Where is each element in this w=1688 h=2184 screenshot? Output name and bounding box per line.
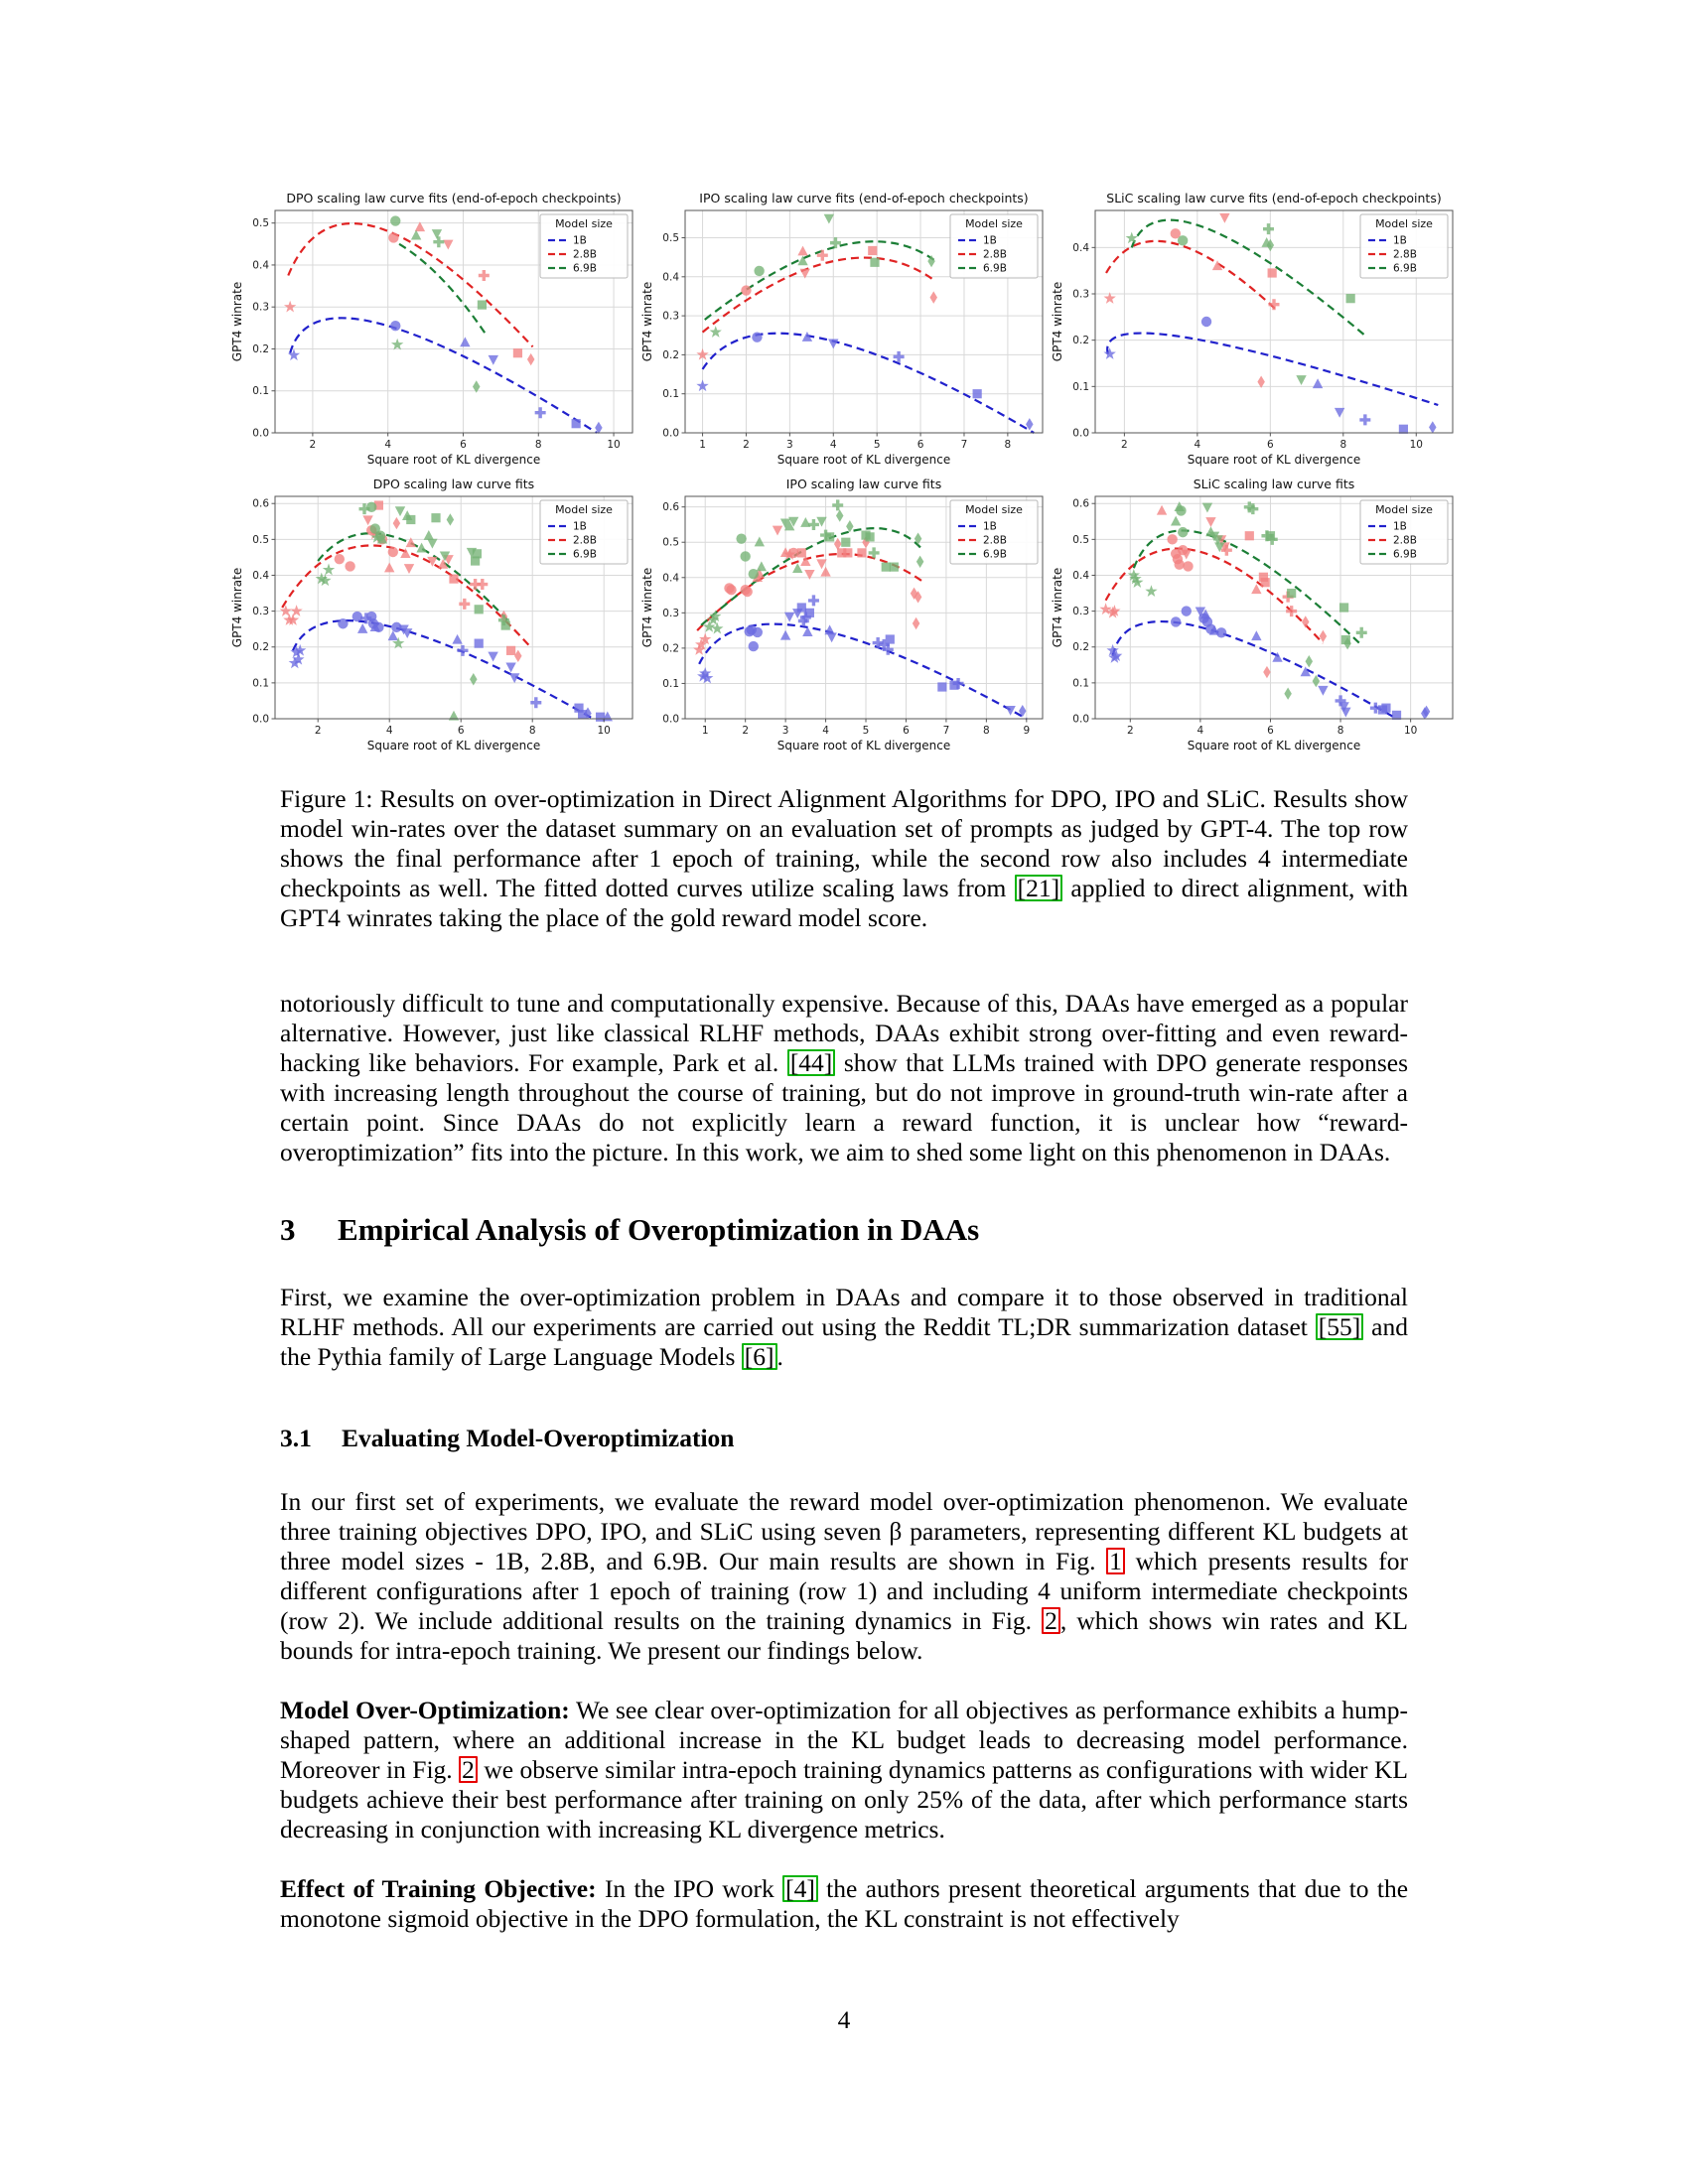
svg-text:8: 8 bbox=[1338, 439, 1346, 451]
svg-text:GPT4 winrate: GPT4 winrate bbox=[639, 281, 654, 362]
svg-text:0.2: 0.2 bbox=[1071, 641, 1089, 654]
subsection-3-1-heading bbox=[280, 1424, 1408, 1453]
svg-text:0.3: 0.3 bbox=[661, 310, 679, 323]
svg-text:0.2: 0.2 bbox=[251, 342, 269, 355]
svg-text:0.4: 0.4 bbox=[251, 569, 269, 582]
citation-ref-link[interactable]: [44] bbox=[787, 1049, 835, 1076]
text-run: Effect of Training Objective: bbox=[280, 1874, 597, 1903]
figure-ref-link[interactable]: 2 bbox=[459, 1756, 478, 1783]
experiments-paragraph bbox=[280, 1487, 1408, 1666]
svg-text:6.9B: 6.9B bbox=[572, 262, 597, 275]
figure-ref-link[interactable]: 2 bbox=[1042, 1607, 1060, 1634]
chart-dpo-all-checkpoints bbox=[229, 477, 639, 762]
svg-text:GPT4 winrate: GPT4 winrate bbox=[1050, 567, 1064, 648]
text-run: Model Over-Optimization: bbox=[280, 1696, 570, 1724]
svg-text:9: 9 bbox=[1022, 725, 1030, 737]
svg-text:4: 4 bbox=[1196, 725, 1203, 737]
figure-ref-link[interactable]: 1 bbox=[1106, 1548, 1125, 1574]
text-run: show that LLMs trained with DPO generate responses with increasing length throughout the course of training, but do not improve in ground-truth win-rate after a certain point. Since DAAs do not explicitly learn a reward function, it is unclear how “reward-overoptimization” fits into the picture. In this work, we aim to shed some light on this phenomenon in DAAs. bbox=[280, 1048, 1408, 1166]
svg-text:1B: 1B bbox=[982, 234, 997, 247]
svg-text:2: 2 bbox=[314, 725, 322, 737]
svg-text:2: 2 bbox=[309, 439, 316, 451]
citation-ref-link[interactable]: [55] bbox=[1316, 1313, 1363, 1340]
chart-slic-end-of-epoch bbox=[1050, 191, 1460, 477]
svg-text:2: 2 bbox=[1120, 439, 1128, 451]
svg-text:SLiC scaling law curve fits (e: SLiC scaling law curve fits (end-of-epoch checkpoints) bbox=[1105, 191, 1442, 205]
svg-text:0.1: 0.1 bbox=[661, 388, 679, 401]
svg-text:0.4: 0.4 bbox=[251, 259, 269, 272]
svg-text:2.8B: 2.8B bbox=[982, 248, 1007, 261]
svg-text:6.9B: 6.9B bbox=[1392, 262, 1417, 275]
svg-text:7: 7 bbox=[960, 439, 967, 451]
chart-ipo-end-of-epoch bbox=[639, 191, 1050, 477]
svg-text:6.9B: 6.9B bbox=[1392, 548, 1417, 561]
svg-text:3: 3 bbox=[785, 439, 793, 451]
text-run: First, we examine the over-optimization problem in DAAs and compare it to those observed in traditional RLHF methods. All our experiments are carried out using the Reddit TL;DR summarization dataset bbox=[280, 1283, 1408, 1341]
svg-text:0.1: 0.1 bbox=[1071, 677, 1089, 690]
svg-text:0.2: 0.2 bbox=[661, 642, 679, 655]
svg-text:0.6: 0.6 bbox=[661, 501, 679, 514]
citation-ref-link[interactable]: [4] bbox=[782, 1875, 818, 1902]
svg-text:0.5: 0.5 bbox=[661, 232, 679, 245]
text-run: , which shows win rates and KL bounds for intra-epoch training. We present our findings below. bbox=[280, 1606, 1408, 1665]
svg-text:1: 1 bbox=[701, 725, 709, 737]
svg-text:0.5: 0.5 bbox=[251, 533, 269, 546]
svg-text:1B: 1B bbox=[1392, 234, 1407, 247]
svg-text:1: 1 bbox=[698, 439, 706, 451]
figure-row-all-checkpoints bbox=[229, 477, 1460, 762]
svg-text:6: 6 bbox=[459, 439, 467, 451]
svg-text:10: 10 bbox=[1403, 725, 1417, 737]
svg-text:6: 6 bbox=[1266, 725, 1274, 737]
chart-slic-all-checkpoints bbox=[1050, 477, 1460, 762]
svg-text:4: 4 bbox=[383, 439, 391, 451]
citation-ref-link[interactable]: [21] bbox=[1015, 875, 1062, 901]
svg-text:0.0: 0.0 bbox=[251, 427, 269, 440]
svg-text:6: 6 bbox=[1266, 439, 1274, 451]
svg-text:5: 5 bbox=[862, 725, 869, 737]
svg-text:4: 4 bbox=[385, 725, 393, 737]
figure-caption bbox=[280, 784, 1408, 933]
svg-text:Square root of KL divergence: Square root of KL divergence bbox=[1187, 739, 1360, 752]
text-run: and the Pythia family of Large Language Models bbox=[280, 1312, 1408, 1371]
training-objective-paragraph bbox=[280, 1874, 1408, 1934]
svg-text:0.2: 0.2 bbox=[251, 641, 269, 654]
subsection-title: Evaluating Model-Overoptimization bbox=[342, 1424, 735, 1452]
svg-text:0.0: 0.0 bbox=[1071, 427, 1089, 440]
svg-text:DPO scaling law curve fits (en: DPO scaling law curve fits (end-of-epoch checkpoints) bbox=[285, 191, 622, 205]
svg-text:0.6: 0.6 bbox=[251, 497, 269, 510]
svg-text:Square root of KL divergence: Square root of KL divergence bbox=[776, 739, 950, 752]
svg-text:0.1: 0.1 bbox=[1071, 380, 1089, 393]
text-run: In the IPO work bbox=[596, 1874, 783, 1903]
section-3-heading bbox=[280, 1213, 1408, 1247]
text-run: the authors present theoretical arguments that due to the monotone sigmoid objective in the DPO formulation, the KL constraint is not effectively bbox=[280, 1874, 1409, 1933]
svg-text:6: 6 bbox=[457, 725, 465, 737]
text-run: . bbox=[776, 1342, 783, 1371]
svg-text:0.1: 0.1 bbox=[661, 677, 679, 690]
svg-text:4: 4 bbox=[829, 439, 837, 451]
svg-text:6.9B: 6.9B bbox=[982, 548, 1007, 561]
model-overoptimization-paragraph bbox=[280, 1696, 1408, 1844]
svg-text:10: 10 bbox=[606, 439, 621, 451]
page-number: 4 bbox=[837, 2005, 851, 2034]
svg-text:0.1: 0.1 bbox=[251, 385, 269, 398]
text-run: which presents results for different configurations after 1 epoch of training (row 1) and including 4 uniform intermediate checkpoints (row 2). We include additional results on the training dynamics in Fig. bbox=[280, 1547, 1408, 1635]
svg-text:5: 5 bbox=[873, 439, 881, 451]
svg-text:10: 10 bbox=[1409, 439, 1423, 451]
svg-text:IPO scaling law curve fits: IPO scaling law curve fits bbox=[785, 477, 941, 491]
svg-text:6.9B: 6.9B bbox=[982, 262, 1007, 275]
text-run: applied to direct alignment, with GPT4 winrates taking the place of the gold reward model score. bbox=[280, 874, 1409, 932]
svg-text:0.4: 0.4 bbox=[1071, 569, 1089, 582]
text-run: In our first set of experiments, we evaluate the reward model over-optimization phenomenon. We evaluate three training objectives DPO, IPO, and SLiC using seven β parameters, representing different KL budgets at three model sizes - 1B, 2.8B, and 6.9B. Our main results are shown in Fig. bbox=[280, 1487, 1408, 1575]
svg-text:2.8B: 2.8B bbox=[982, 534, 1007, 547]
svg-text:4: 4 bbox=[1194, 439, 1200, 451]
svg-text:6: 6 bbox=[902, 725, 910, 737]
svg-text:2: 2 bbox=[741, 725, 749, 737]
svg-text:3: 3 bbox=[781, 725, 788, 737]
svg-text:8: 8 bbox=[1336, 725, 1343, 737]
svg-text:0.3: 0.3 bbox=[251, 606, 269, 618]
svg-text:2.8B: 2.8B bbox=[572, 534, 597, 547]
svg-text:1B: 1B bbox=[982, 520, 997, 533]
svg-text:8: 8 bbox=[982, 725, 990, 737]
section-3-intro-paragraph bbox=[280, 1283, 1408, 1372]
text-column bbox=[280, 784, 1408, 2035]
svg-text:6: 6 bbox=[916, 439, 923, 451]
svg-text:0.5: 0.5 bbox=[251, 217, 269, 230]
svg-text:GPT4 winrate: GPT4 winrate bbox=[1050, 281, 1064, 362]
svg-text:1B: 1B bbox=[572, 520, 587, 533]
svg-text:10: 10 bbox=[597, 725, 611, 737]
svg-text:0.5: 0.5 bbox=[661, 536, 679, 549]
citation-ref-link[interactable]: [6] bbox=[742, 1343, 777, 1370]
svg-text:0.3: 0.3 bbox=[661, 607, 679, 619]
subsection-number: 3.1 bbox=[280, 1424, 312, 1452]
chart-ipo-all-checkpoints bbox=[639, 477, 1050, 762]
section-title: Empirical Analysis of Overoptimization in DAAs bbox=[338, 1212, 980, 1247]
svg-text:0.3: 0.3 bbox=[1071, 288, 1089, 301]
svg-text:2: 2 bbox=[1126, 725, 1134, 737]
svg-text:0.0: 0.0 bbox=[251, 713, 269, 726]
text-run: notoriously difficult to tune and computationally expensive. Because of this, DAAs have emerged as a popular alternative. However, just like classical RLHF methods, DAAs exhibit strong over-fitting and even reward-hacking like behaviors. For example, Park et al. bbox=[280, 989, 1408, 1077]
svg-text:4: 4 bbox=[821, 725, 829, 737]
text-run: we observe similar intra-epoch training dynamics patterns as configurations with wider KL budgets achieve their best performance after training on only 25% of the data, after which performance starts decreasing in conjunction with increasing KL divergence metrics. bbox=[280, 1755, 1408, 1843]
svg-text:8: 8 bbox=[534, 439, 542, 451]
chart-dpo-end-of-epoch bbox=[229, 191, 639, 477]
svg-text:0.0: 0.0 bbox=[1071, 713, 1089, 726]
svg-text:Model size: Model size bbox=[1374, 503, 1433, 516]
svg-text:DPO scaling law curve fits: DPO scaling law curve fits bbox=[372, 477, 534, 491]
svg-text:SLiC scaling law curve fits: SLiC scaling law curve fits bbox=[1193, 477, 1354, 491]
svg-text:0.3: 0.3 bbox=[1071, 606, 1089, 618]
svg-text:0.6: 0.6 bbox=[1071, 497, 1089, 510]
svg-text:Model size: Model size bbox=[964, 217, 1023, 230]
svg-text:0.2: 0.2 bbox=[661, 348, 679, 361]
svg-text:2: 2 bbox=[742, 439, 750, 451]
svg-text:Square root of KL divergence: Square root of KL divergence bbox=[366, 739, 540, 752]
svg-text:0.4: 0.4 bbox=[661, 271, 679, 284]
svg-text:Square root of KL divergence: Square root of KL divergence bbox=[1187, 453, 1360, 467]
svg-text:Model size: Model size bbox=[964, 503, 1023, 516]
intro-paragraph bbox=[280, 989, 1408, 1167]
svg-text:GPT4 winrate: GPT4 winrate bbox=[229, 567, 244, 648]
svg-text:IPO scaling law curve fits (en: IPO scaling law curve fits (end-of-epoch checkpoints) bbox=[698, 191, 1029, 205]
svg-text:Model size: Model size bbox=[554, 503, 613, 516]
svg-text:0.0: 0.0 bbox=[661, 427, 679, 440]
svg-text:Square root of KL divergence: Square root of KL divergence bbox=[366, 453, 540, 467]
svg-text:8: 8 bbox=[1004, 439, 1011, 451]
svg-text:GPT4 winrate: GPT4 winrate bbox=[639, 567, 654, 648]
svg-text:2.8B: 2.8B bbox=[1392, 534, 1417, 547]
svg-text:Model size: Model size bbox=[554, 217, 613, 230]
svg-text:0.4: 0.4 bbox=[1071, 241, 1089, 254]
text-run: Figure 1: Results on over-optimization in Direct Alignment Algorithms for DPO, IPO and SLiC. Results show model win-rates over the dataset summary on an evaluation set of prompts as judged by GPT-4. The top row shows the final performance after 1 epoch of training, while the second row also includes 4 intermediate checkpoints as well. The fitted dotted curves utilize scaling laws from bbox=[280, 784, 1408, 902]
figure-1 bbox=[229, 191, 1460, 762]
svg-text:6.9B: 6.9B bbox=[572, 548, 597, 561]
svg-text:1B: 1B bbox=[572, 234, 587, 247]
svg-text:0.2: 0.2 bbox=[1071, 335, 1089, 347]
svg-text:0.0: 0.0 bbox=[661, 713, 679, 726]
svg-text:7: 7 bbox=[942, 725, 949, 737]
svg-text:0.4: 0.4 bbox=[661, 572, 679, 585]
svg-text:Square root of KL divergence: Square root of KL divergence bbox=[776, 453, 950, 467]
svg-text:2.8B: 2.8B bbox=[572, 248, 597, 261]
svg-text:2.8B: 2.8B bbox=[1392, 248, 1417, 261]
section-number: 3 bbox=[280, 1212, 296, 1247]
svg-text:GPT4 winrate: GPT4 winrate bbox=[229, 281, 244, 362]
figure-row-end-of-epoch bbox=[229, 191, 1460, 477]
svg-text:Model size: Model size bbox=[1374, 217, 1433, 230]
svg-text:0.1: 0.1 bbox=[251, 677, 269, 690]
text-run: We see clear over-optimization for all objectives as performance exhibits a hump-shaped pattern, where an additional increase in the KL budget leads to decreasing model performance. Moreover in Fig. bbox=[280, 1696, 1408, 1784]
svg-text:8: 8 bbox=[528, 725, 536, 737]
svg-text:0.5: 0.5 bbox=[1071, 533, 1089, 546]
svg-text:0.3: 0.3 bbox=[251, 301, 269, 314]
svg-text:1B: 1B bbox=[1392, 520, 1407, 533]
